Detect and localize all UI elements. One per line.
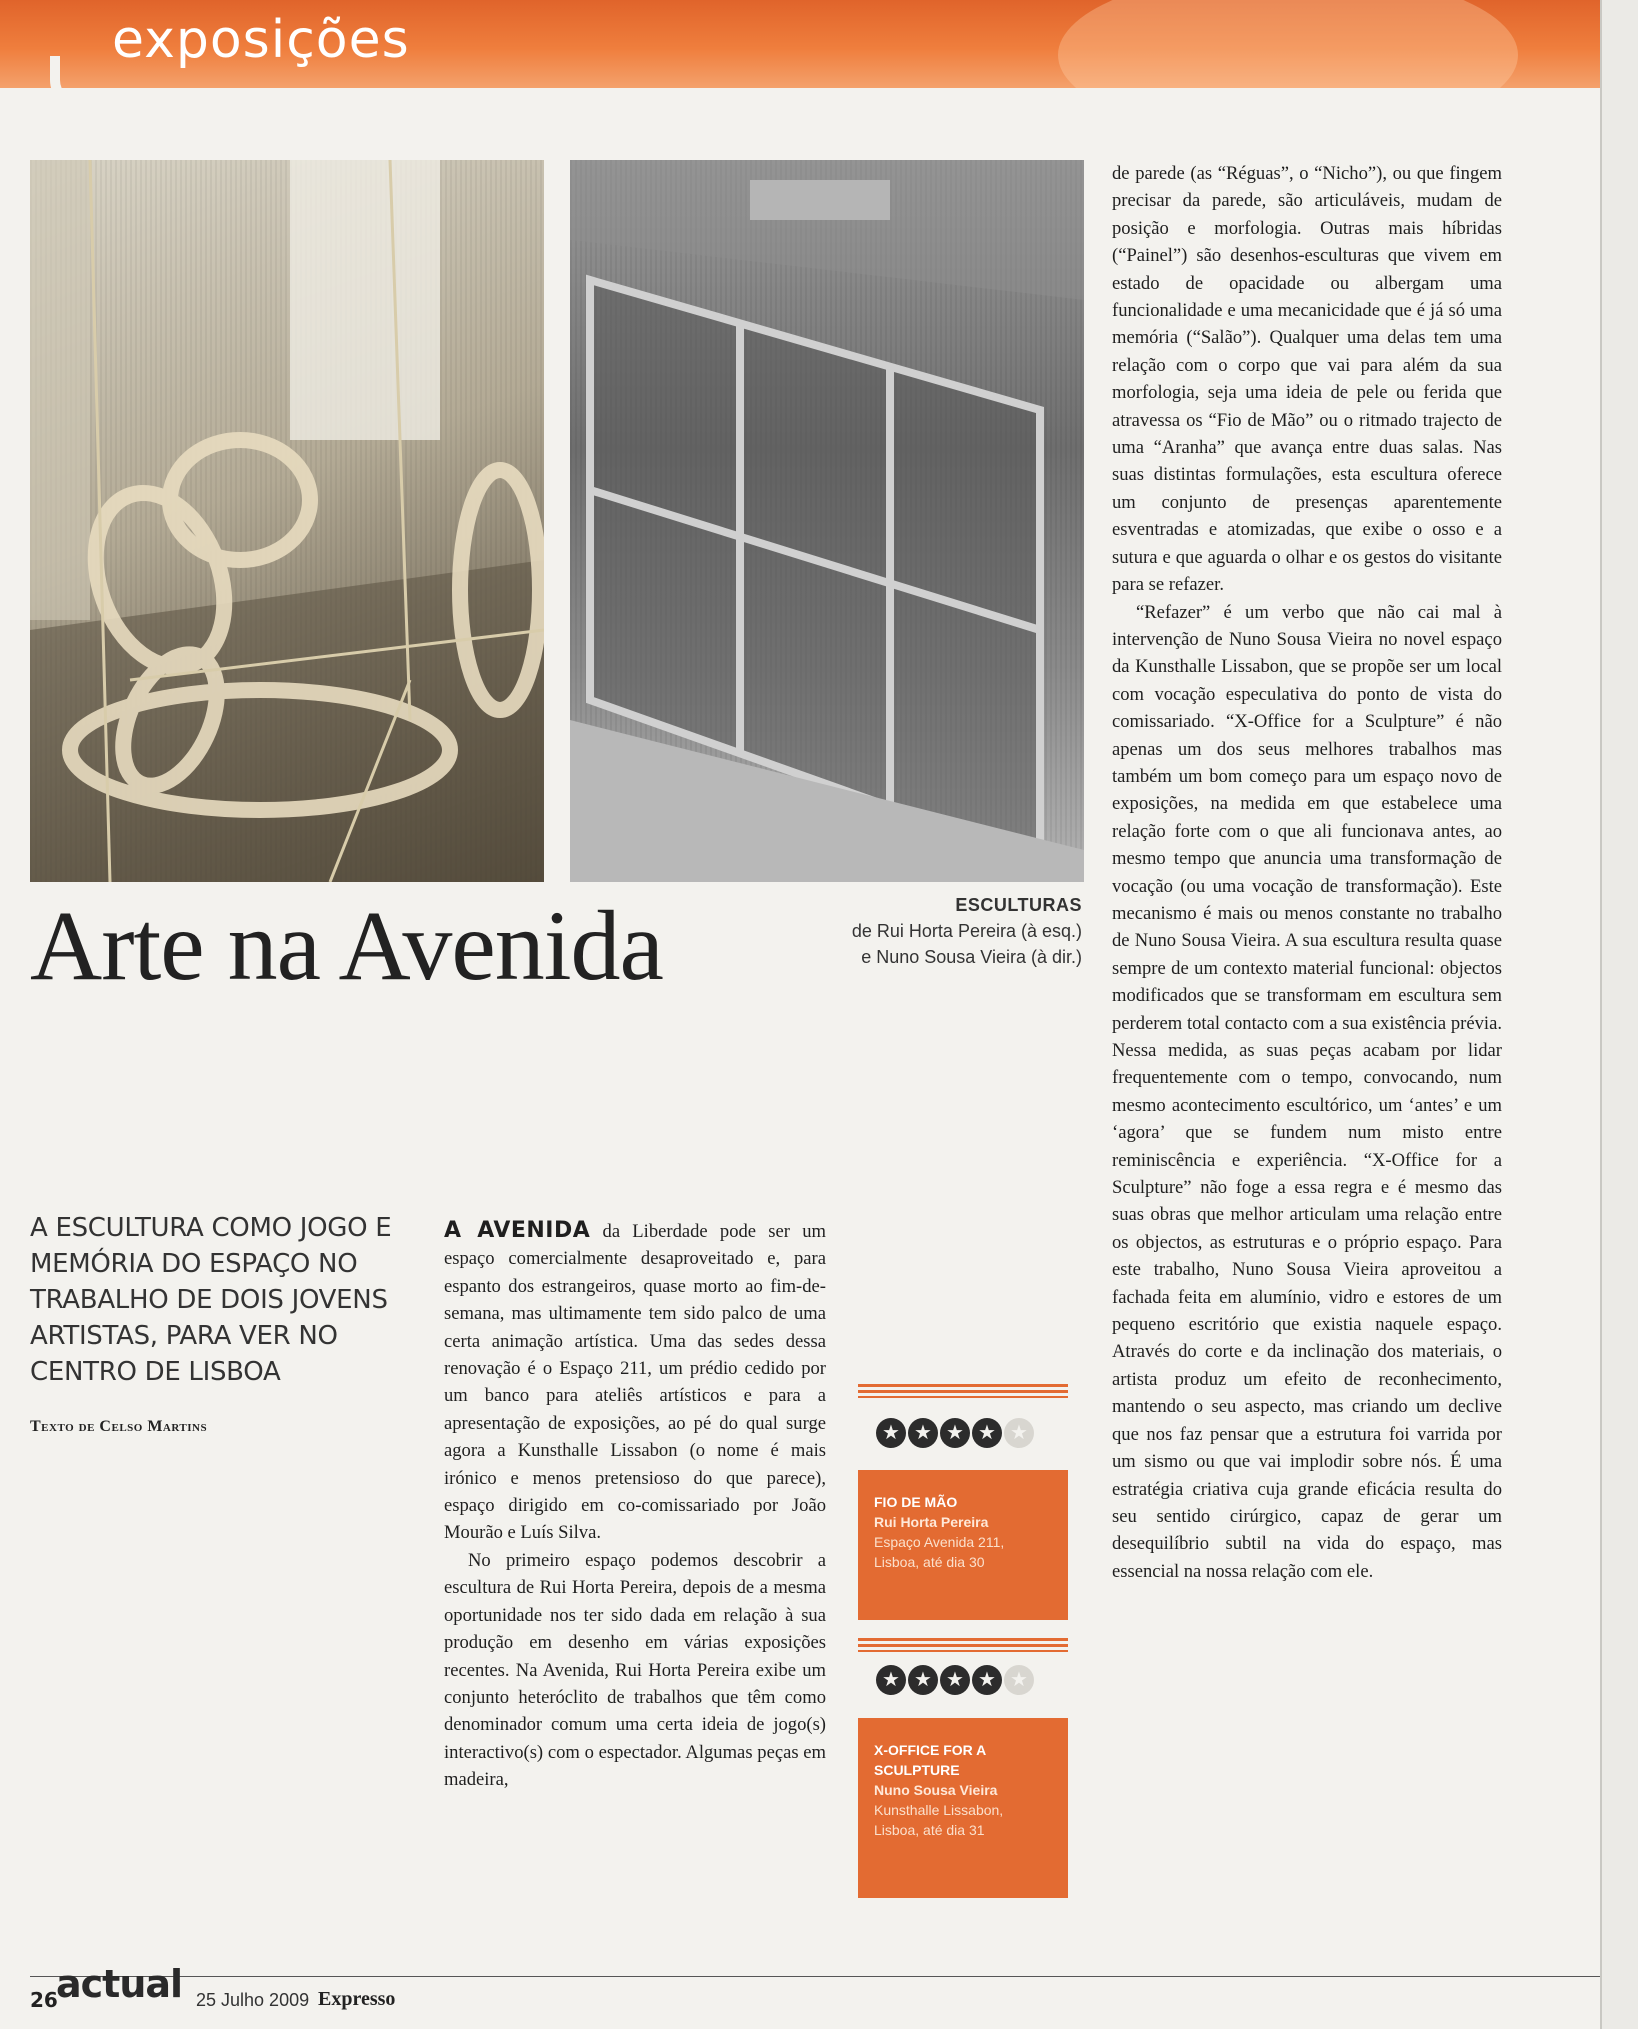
- rating-title: X-OFFICE FOR A SCULPTURE: [874, 1742, 986, 1778]
- star-filled-icon: ★: [940, 1418, 970, 1448]
- byline: Texto de Celso Martins: [30, 1418, 208, 1435]
- article-deck: A ESCULTURA COMO JOGO E MEMÓRIA DO ESPAÇO NO TRABALHO DE DOIS JOVENS ARTISTAS, PARA VER NO CENTRO DE LISBOA: [30, 1213, 392, 1387]
- article-headline: Arte na Avenida: [30, 890, 663, 1001]
- star-filled-icon: ★: [972, 1665, 1002, 1695]
- footer-rule: [30, 1976, 1600, 1977]
- rating-artist: Rui Horta Pereira: [874, 1514, 989, 1530]
- body-paragraph: de parede (as “Réguas”, o “Nicho”), ou que fingem precisar da parede, são articuláveis, mudam de posição e morfologia. Outras mais híbridas (“Painel”) são desenhos-esculturas que vivem em estado de opacidade ou albergam uma funcionalidade e uma mecanicidade que é já só uma memória (“Salão”). Qualquer uma delas tem uma relação com o corpo que vai para além da sua morfologia, seja uma ideia de pele ou ferida que atravessa os “Fio de Mão” ou o ritmado trajecto de uma “Aranha” que avança entre duas salas. Nas suas distintas formulações, esta escultura oferece um conjunto de presenças aparentemente esventradas e atomizadas, que exibe o osso e a sutura e que aguarda o olhar e os gestos do visitante para se refazer.: [1112, 163, 1502, 596]
- star-filled-icon: ★: [908, 1665, 938, 1695]
- body-paragraph: [444, 1217, 826, 1547]
- star-rating: [876, 1418, 1034, 1448]
- page-number: 26: [30, 1988, 58, 2012]
- rating-title: FIO DE MÃO: [874, 1494, 958, 1510]
- paragraph-text: da Liberdade pode ser um espaço comercialmente desaproveitado e, para espanto dos estrangeiros, quase morto ao fim-de-semana, mas ultimamente tem sido palco de uma certa animação artística. Uma das sedes dessa renovação é o Espaço 211, um prédio cedido por um banco para ateliês artísticos e para a apresentação de exposições, ao pé do qual surge agora a Kunsthalle Lissabon (o nome é mais irónico e menos pretensioso do que parece), espaço dirigido em co-comissariado por João Mourão e Luís Silva.: [444, 1221, 826, 1544]
- rating-venue: Kunsthalle Lissabon, Lisboa, até dia 31: [874, 1802, 1004, 1838]
- photo-caption: [850, 892, 1082, 970]
- lead-in: A AVENIDA: [444, 1218, 591, 1243]
- magazine-logo: actual: [56, 1962, 183, 2006]
- photo-nuno-sousa-vieira-sculpture: [570, 160, 1084, 882]
- star-empty-icon: ★: [1004, 1418, 1034, 1448]
- body-column-right: [1112, 160, 1502, 1585]
- star-rating: [876, 1665, 1034, 1695]
- rating-stripe: [858, 1384, 1068, 1398]
- header-decoration: [1058, 0, 1518, 88]
- star-filled-icon: ★: [972, 1418, 1002, 1448]
- star-filled-icon: ★: [876, 1418, 906, 1448]
- star-empty-icon: ★: [1004, 1665, 1034, 1695]
- issue-date: 25 Julho 2009: [196, 1990, 310, 2010]
- section-header: [0, 0, 1638, 88]
- newspaper-name: Expresso: [318, 1988, 396, 2010]
- photo-rui-horta-pereira-sculpture: [30, 160, 544, 882]
- caption-title: ESCULTURAS: [955, 895, 1082, 915]
- body-paragraph: No primeiro espaço podemos descobrir a escultura de Rui Horta Pereira, depois de a mesma oportunidade nos ter sido dada em relação à sua produção em desenho em várias exposições recentes. Na Avenida, Rui Horta Pereira exibe um conjunto heteróclito de trabalhos que têm como denominador comum uma certa ideia de jogo(s) interactivo(s) com o espectador. Algumas peças em madeira,: [444, 1549, 826, 1791]
- photo-left-drawing: [30, 160, 544, 882]
- photo-right-drawing: [570, 160, 1084, 882]
- header-hook-decoration: [50, 56, 130, 110]
- rating-artist: Nuno Sousa Vieira: [874, 1782, 998, 1798]
- rating-venue: Espaço Avenida 211, Lisboa, até dia 30: [874, 1534, 1005, 1570]
- star-filled-icon: ★: [876, 1665, 906, 1695]
- rating-stripe: [858, 1638, 1068, 1652]
- star-filled-icon: ★: [908, 1418, 938, 1448]
- caption-text: de Rui Horta Pereira (à esq.) e Nuno Sousa Vieira (à dir.): [851, 921, 1082, 967]
- star-filled-icon: ★: [940, 1665, 970, 1695]
- body-paragraph: “Refazer” é um verbo que não cai mal à intervenção de Nuno Sousa Vieira no novel espaço da Kunsthalle Lissabon, que se propõe ser um local com vocação especulativa do ponto de vista do comissariado. “X-Office for a Sculpture” é não apenas um dos seus melhores trabalhos mas também um bom começo para um espaço novo de exposições, na medida em que estabelece uma relação forte com o que ali funcionava antes, ao mesmo tempo que anuncia uma transformação de vocação (ou uma vocação de transformação). Este mecanismo é mais ou menos constante no trabalho de Nuno Sousa Vieira. A sua escultura resulta quase sempre de um contexto material funcional: objectos modificados que se transformam em escultura sem perderem total contacto com a sua existência prévia. Nessa medida, as suas peças acabam por lidar frequentemente com o tempo, convocando, num mesmo acontecimento escultórico, um ‘antes’ e um ‘agora’ que se fundem num misto entre reminiscência e experiência. “X-Office for a Sculpture” não foge a essa regra e é mesmo das suas obras que melhor articulam uma relação entre os objectos, as estruturas e o próprio espaço. Para este trabalho, Nuno Sousa Vieira aproveitou a fachada feita em alumínio, vidro e estores de um pequeno escritório que existia naquele espaço. Através do corte e da inclinação dos materiais, o artista produz um efeito de reconhecimento, mantendo o seu aspecto, mas criando um declive que nos faz pensar que a estrutura foi varrida por um sismo ou que vai implodir sobre nós. É uma estratégia criativa cuja grande eficácia resulta do seu sentido cirúrgico, capaz de gerar um desequilíbrio subtil na vida do espaço, mas essencial na nossa relação com ele.: [1112, 601, 1502, 1582]
- rating-box: [858, 1470, 1068, 1620]
- body-column-middle: [444, 1217, 826, 1794]
- rating-box: [858, 1718, 1068, 1898]
- section-title: exposições: [112, 10, 410, 70]
- page-edge: [1600, 0, 1638, 2029]
